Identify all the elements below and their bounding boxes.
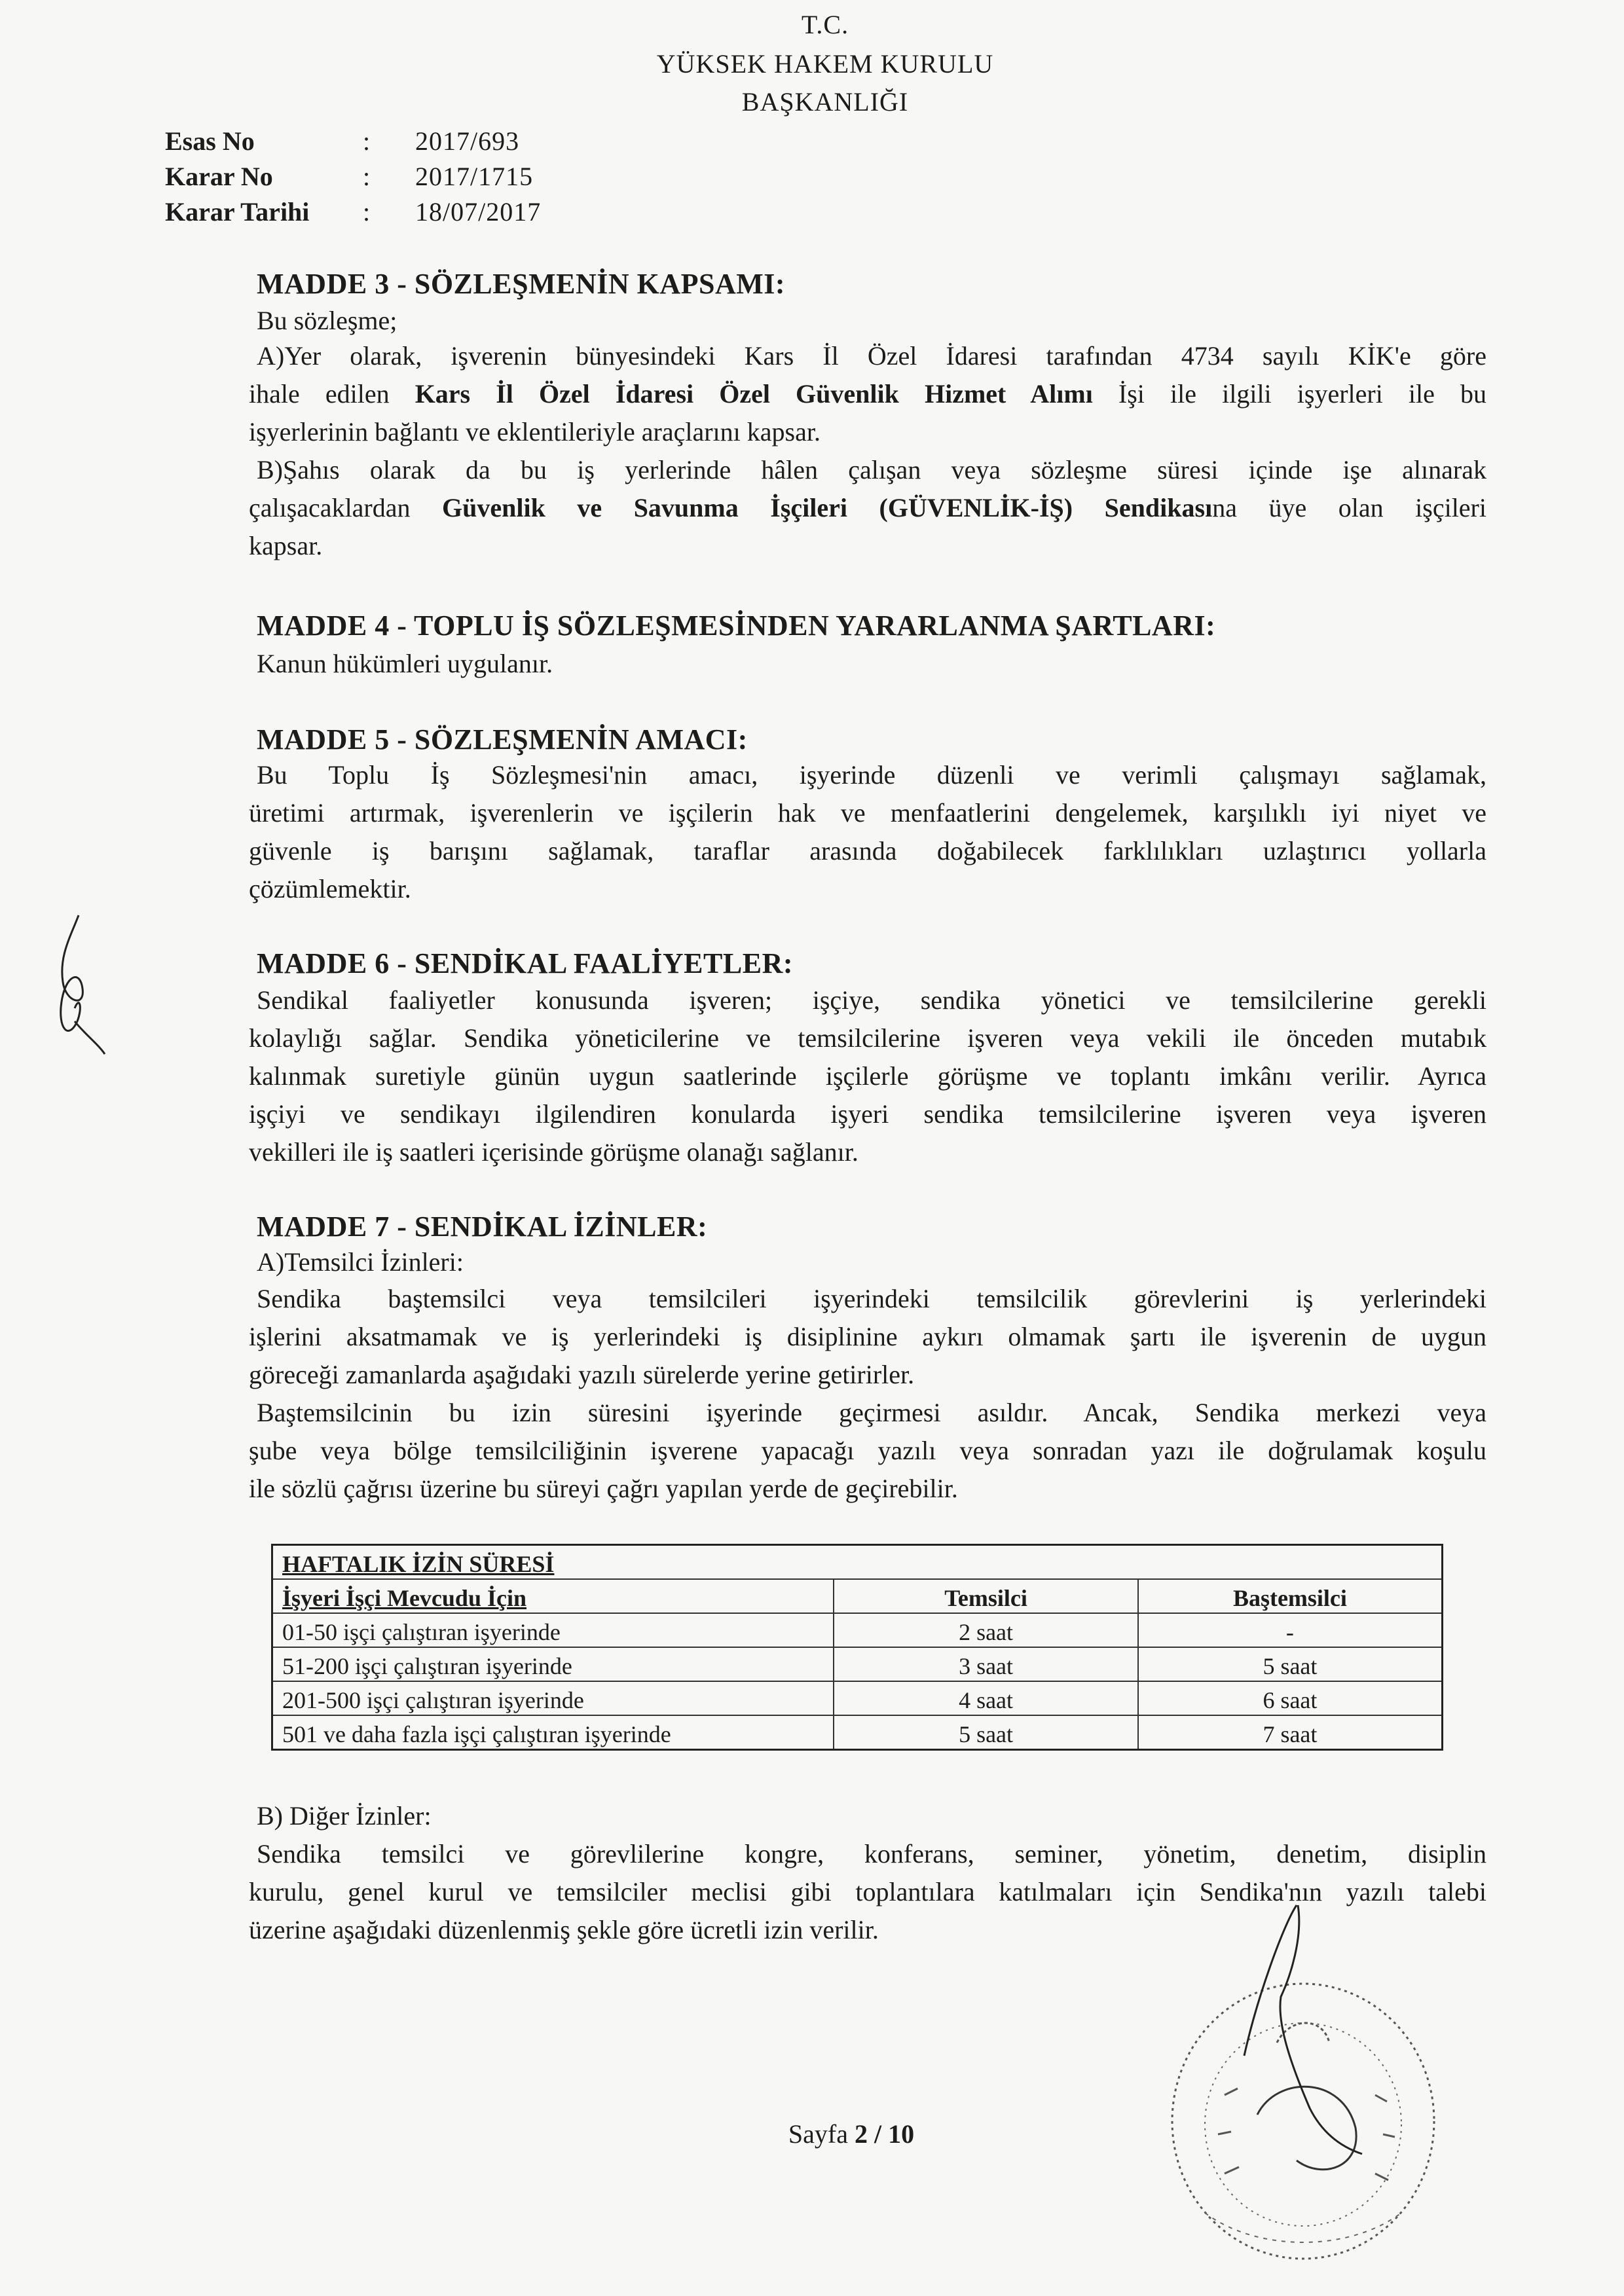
madde3-line1: Bu sözleşme; — [257, 306, 397, 335]
madde5-line2: üretimi artırmak, işverenlerin ve işçilerin hak ve menfaatlerini dengelemek, karşılıklı iyi niyet ve — [249, 798, 1486, 828]
header-department: BAŞKANLIĞI — [741, 87, 909, 117]
madde7-b-line3: üzerine aşağıdaki düzenlenmiş şekle göre ücretli izin verilir. — [249, 1915, 879, 1944]
madde6-line3: kalınmak suretiyle günün uygun saatlerinde işçilerle görüşme ve toplantı imkânı verilir. Ayrıca — [249, 1061, 1486, 1091]
madde7-line5: şube veya bölge temsilciliğinin işverene yapacağı yazılı veya sonradan yazı ile doğrulamak koşulu — [249, 1436, 1486, 1465]
madde6-heading: MADDE 6 - SENDİKAL FAALİYETLER: — [257, 947, 793, 979]
madde3-line4: işyerlerinin bağlantı ve eklentileriyle araçlarını kapsar. — [249, 417, 821, 446]
karar-label: Karar No — [165, 162, 273, 191]
madde3-union-name: Güvenlik ve Savunma İşçileri (GÜVENLİK-İŞ) Sendikası — [442, 493, 1213, 522]
table-cell: 2 saat — [834, 1613, 1138, 1647]
col-header-head-representative: Baştemsilci — [1138, 1579, 1443, 1613]
madde3-line3-c: İşi ile ilgili işyerleri ile bu — [1118, 379, 1487, 409]
page-number — [720, 2119, 982, 2149]
madde3-line2: A)Yer olarak, işverenin bünyesindeki Kars İl Özel İdaresi tarafından 4734 sayılı KİK'e göre — [257, 341, 1486, 371]
col-header-workplace — [272, 1579, 834, 1613]
table-cell: 51-200 işçi çalıştıran işyerinde — [272, 1647, 834, 1681]
madde3-line3 — [249, 378, 1486, 410]
madde5-line1: Bu Toplu İş Sözleşmesi'nin amacı, işyerinde düzenli ve verimli çalışmayı sağlamak, — [257, 760, 1486, 790]
page-separator: / — [874, 2119, 882, 2149]
madde6-line4: işçiyi ve sendikayı ilgilendiren konularda işyeri sendika temsilcilerine işveren veya işveren — [249, 1099, 1486, 1129]
table-cell: 501 ve daha fazla işçi çalıştıran işyerinde — [272, 1715, 834, 1750]
madde3-line6-c: na üye olan işçileri — [1212, 493, 1486, 522]
table-row — [272, 1647, 1443, 1681]
madde6-line5: vekilleri ile iş saatleri içerisinde görüşme olanağı sağlanır. — [249, 1137, 858, 1167]
madde7-heading: MADDE 7 - SENDİKAL İZİNLER: — [257, 1211, 708, 1243]
table-title-text: HAFTALIK İZİN SÜRESİ — [282, 1551, 555, 1577]
header-tc: T.C. — [801, 10, 849, 39]
table-row — [272, 1613, 1443, 1647]
table-cell: 01-50 işçi çalıştıran işyerinde — [272, 1613, 834, 1647]
madde3-line3-a: ihale edilen — [249, 379, 390, 409]
tarih-value: 18/07/2017 — [415, 197, 542, 227]
col-header-workplace-text: İşyeri İşçi Mevcudu İçin — [282, 1585, 526, 1611]
official-seal-stamp — [1126, 1899, 1467, 2278]
header-institution: YÜKSEK HAKEM KURULU — [656, 49, 994, 79]
table-row — [272, 1715, 1443, 1750]
table-cell: 7 saat — [1138, 1715, 1443, 1750]
madde7-b-line1: Sendika temsilci ve görevlilerine kongre, konferans, seminer, yönetim, denetim, disiplin — [257, 1839, 1486, 1868]
table-row — [272, 1681, 1443, 1715]
madde7-b-line2: kurulu, genel kurul ve temsilciler meclisi gibi toplantılara katılmaları için Sendika'nın yazılı talebi — [249, 1877, 1486, 1906]
esas-value: 2017/693 — [415, 126, 520, 156]
madde7-line1: Sendika baştemsilci veya temsilcileri işyerindeki temsilcilik görevlerini iş yerlerindeki — [257, 1284, 1486, 1313]
karar-colon: : — [363, 162, 371, 191]
table-cell: 5 saat — [1138, 1647, 1443, 1681]
tarih-label: Karar Tarihi — [165, 197, 310, 227]
table-title-row — [272, 1545, 1443, 1580]
madde3-project-name: Kars İl Özel İdaresi Özel Güvenlik Hizmet Alımı — [415, 379, 1093, 409]
madde3-line6-a: çalışacaklardan — [249, 493, 411, 522]
madde7-line2: işlerini aksatmamak ve iş yerlerindeki iş disiplinine aykırı olmamak şartı ile işverenin de uygun — [249, 1322, 1486, 1351]
madde7-line6: ile sözlü çağrısı üzerine bu süreyi çağrı yapılan yerde de geçirebilir. — [249, 1474, 958, 1503]
madde5-heading: MADDE 5 - SÖZLEŞMENİN AMACI: — [257, 723, 748, 756]
table-cell: 5 saat — [834, 1715, 1138, 1750]
table-cell: 4 saat — [834, 1681, 1138, 1715]
col-header-representative: Temsilci — [834, 1579, 1138, 1613]
madde3-line5: B)Şahıs olarak da bu iş yerlerinde hâlen çalışan veya sözleşme süresi içinde işe alınarak — [257, 455, 1486, 484]
madde7-sub-b: B) Diğer İzinler: — [257, 1801, 432, 1831]
madde7-sub-a: A)Temsilci İzinleri: — [257, 1247, 464, 1277]
table-cell: 3 saat — [834, 1647, 1138, 1681]
tarih-colon: : — [363, 197, 371, 227]
madde4-line1: Kanun hükümleri uygulanır. — [257, 649, 553, 678]
esas-label: Esas No — [165, 126, 255, 156]
page-label: Sayfa — [788, 2119, 848, 2149]
margin-initial-signature — [39, 910, 111, 1067]
table-title — [272, 1545, 1443, 1580]
madde3-line6 — [249, 492, 1486, 524]
madde5-line4: çözümlemektir. — [249, 874, 411, 903]
weekly-leave-table — [271, 1544, 1443, 1751]
karar-value: 2017/1715 — [415, 162, 534, 191]
table-header-row — [272, 1579, 1443, 1613]
madde5-line3: güvenle iş barışını sağlamak, taraflar arasında doğabilecek farklılıkları uzlaştırıcı yollarla — [249, 836, 1486, 866]
madde6-line2: kolaylığı sağlar. Sendika yöneticilerine ve temsilcilerine işveren veya vekili ile önceden mutabık — [249, 1023, 1486, 1053]
madde3-heading: MADDE 3 - SÖZLEŞMENİN KAPSAMI: — [257, 268, 786, 300]
madde7-line3: göreceği zamanlarda aşağıdaki yazılı sürelerde yerine getirirler. — [249, 1360, 915, 1389]
table-cell: 201-500 işçi çalıştıran işyerinde — [272, 1681, 834, 1715]
table-cell: - — [1138, 1613, 1443, 1647]
madde4-heading: MADDE 4 - TOPLU İŞ SÖZLEŞMESİNDEN YARARLANMA ŞARTLARI: — [257, 610, 1216, 642]
page-total: 10 — [888, 2119, 915, 2149]
table-cell: 6 saat — [1138, 1681, 1443, 1715]
esas-colon: : — [363, 126, 371, 156]
madde6-line1: Sendikal faaliyetler konusunda işveren; işçiye, sendika yönetici ve temsilcilerine gerekli — [257, 985, 1486, 1015]
page-current: 2 — [854, 2119, 868, 2149]
madde7-line4: Baştemsilcinin bu izin süresini işyerinde geçirmesi asıldır. Ancak, Sendika merkezi veya — [257, 1398, 1486, 1427]
madde3-line7: kapsar. — [249, 531, 323, 560]
